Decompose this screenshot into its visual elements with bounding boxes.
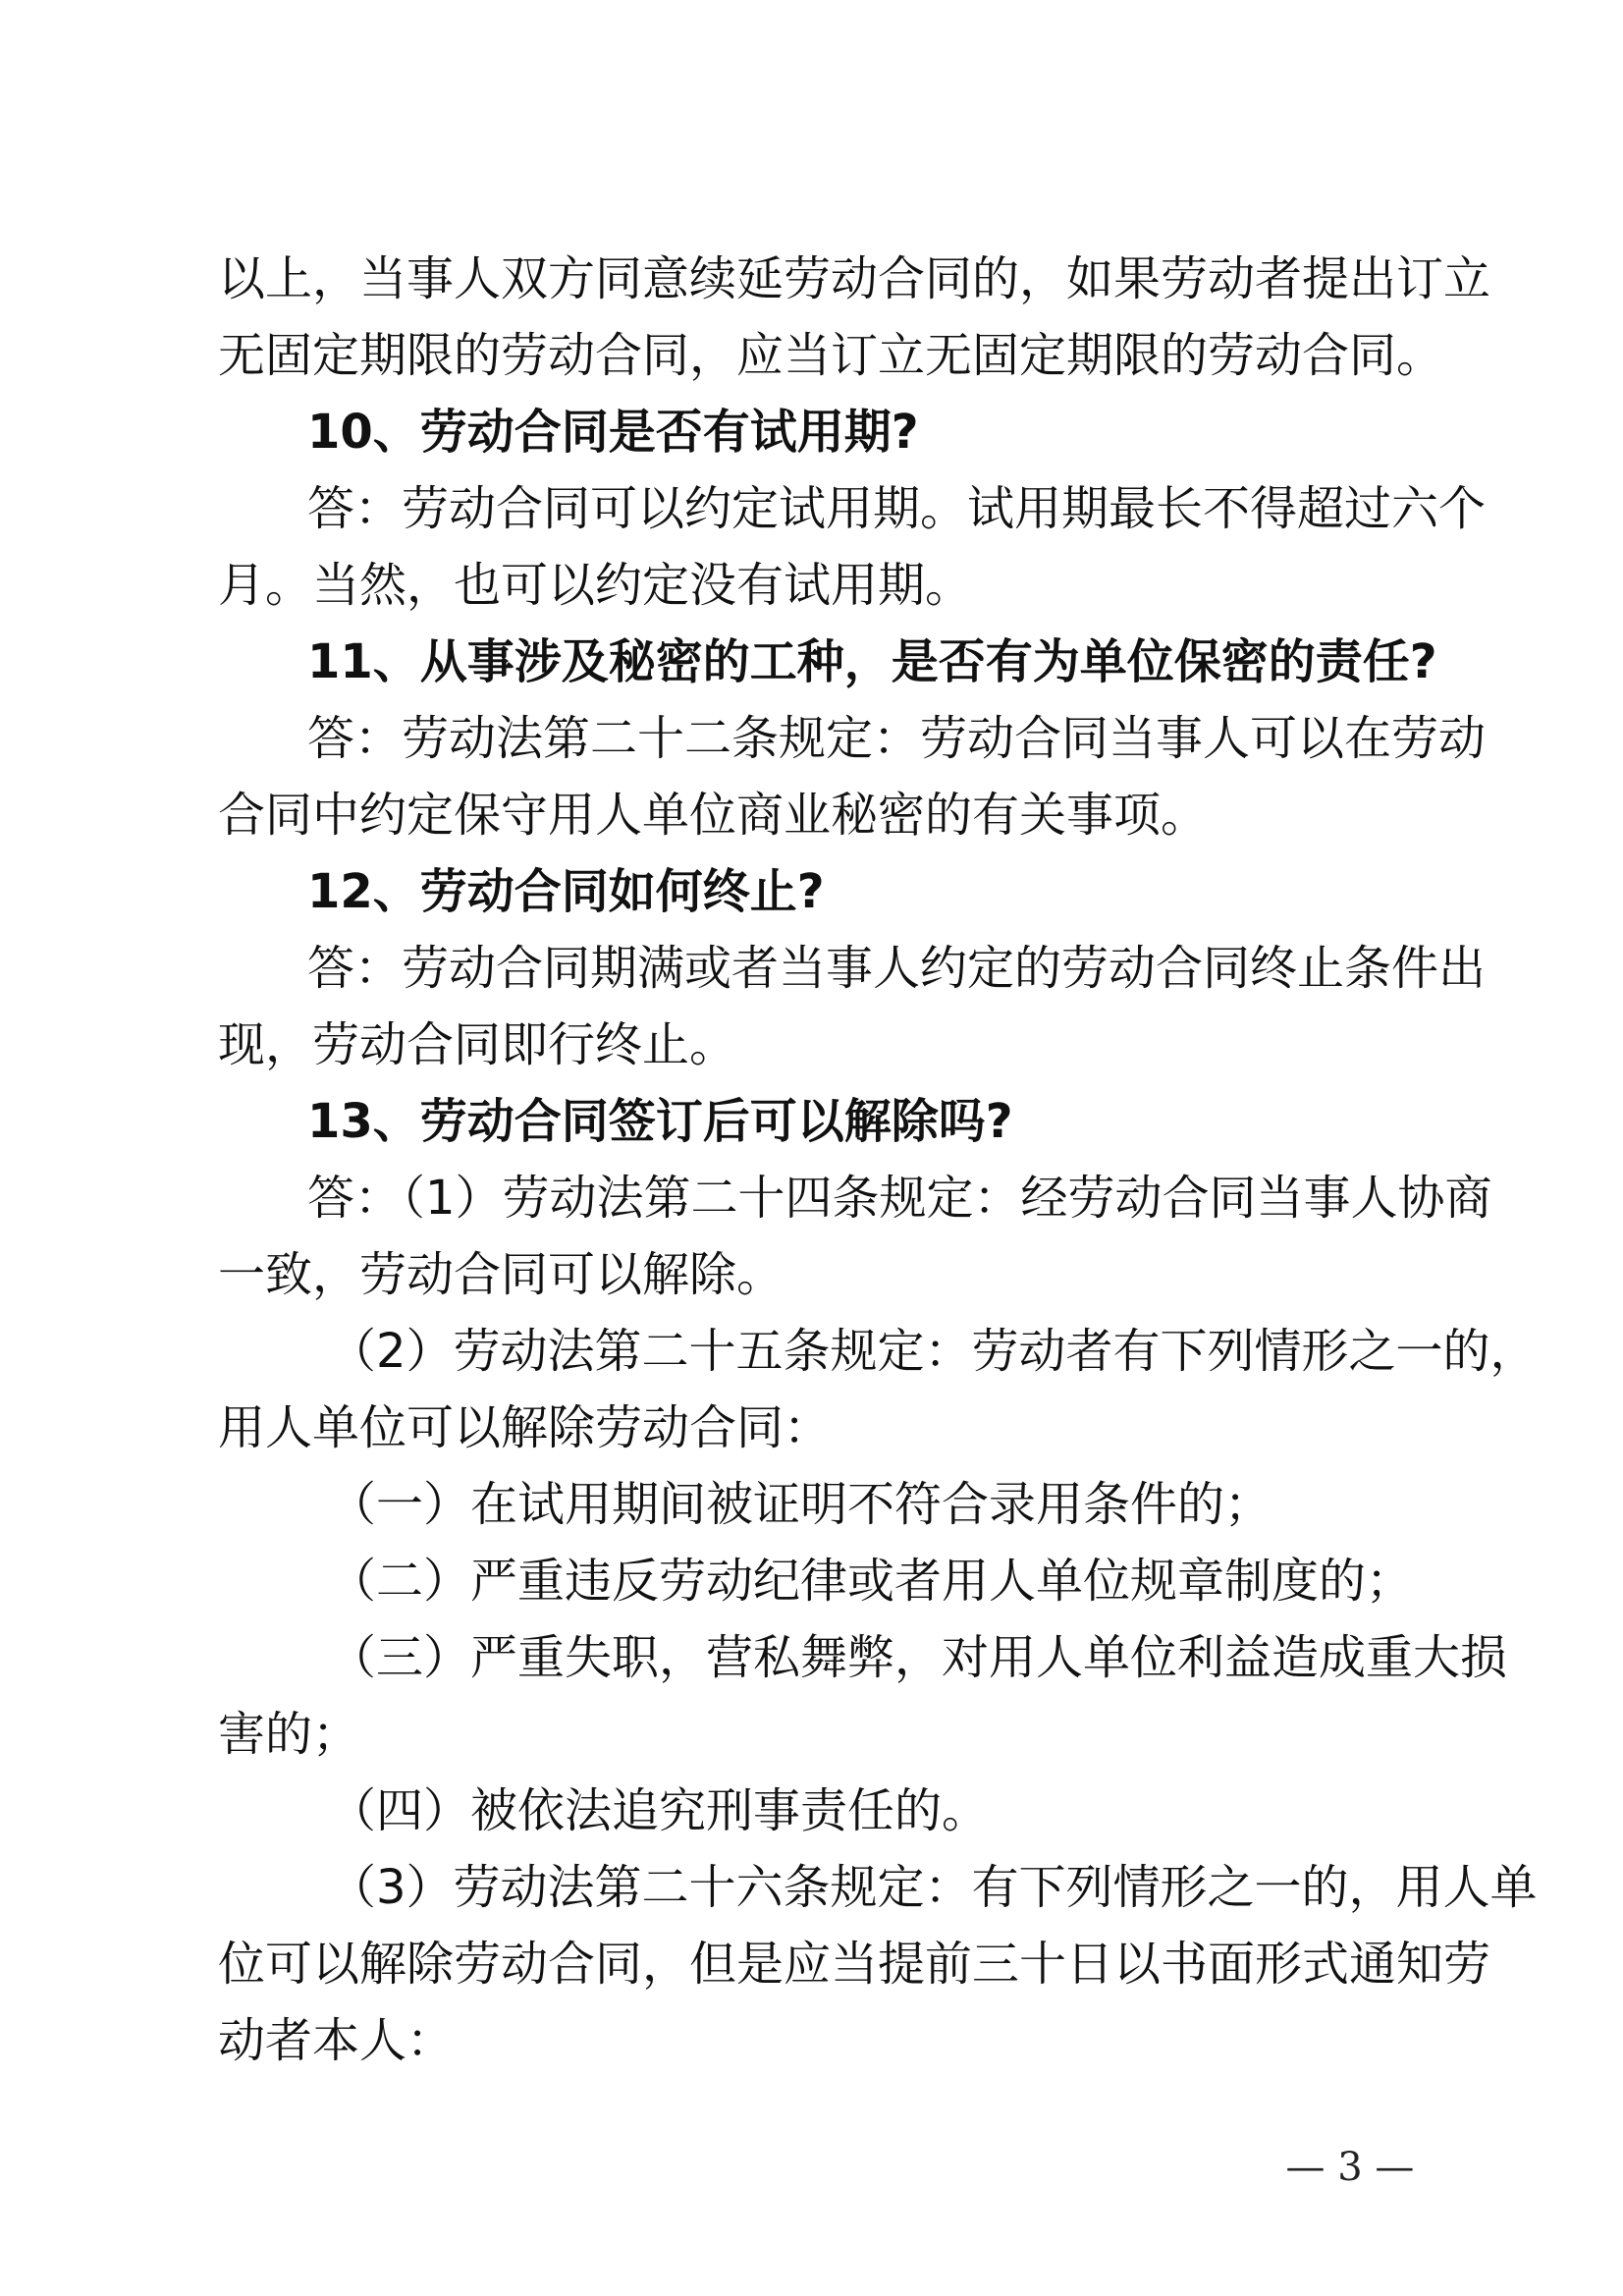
answer-line: 答：劳动法第二十二条规定：劳动合同当事人可以在劳动 [307, 711, 1487, 766]
list-item: （三）严重失职，营私舞弊，对用人单位利益造成重大损 [329, 1630, 1508, 1685]
answer-line: 答：劳动合同可以约定试用期。试用期最长不得超过六个 [307, 481, 1487, 536]
page-number: — 3 — [1285, 2145, 1415, 2190]
answer-line: 合同中约定保守用人单位商业秘密的有关事项。 [218, 788, 1209, 843]
clause-line: 动者本人： [218, 2013, 455, 2068]
question-heading-13: 13、劳动合同签订后可以解除吗? [307, 1094, 1013, 1149]
clause-line: （3）劳动法第二十六条规定：有下列情形之一的，用人单 [329, 1860, 1538, 1915]
clause-line: （2）劳动法第二十五条规定：劳动者有下列情形之一的， [329, 1324, 1538, 1379]
document-body [218, 241, 1538, 2079]
list-item: （二）严重违反劳动纪律或者用人单位规章制度的； [329, 1554, 1414, 1609]
answer-line: 答：（1）劳动法第二十四条规定：经劳动合同当事人协商 [307, 1171, 1492, 1226]
paragraph-line: 以上，当事人双方同意续延劳动合同的，如果劳动者提出订立 [218, 251, 1491, 306]
question-heading-11: 11、从事涉及秘密的工种，是否有为单位保密的责任? [307, 634, 1437, 689]
clause-line: 用人单位可以解除劳动合同： [218, 1400, 832, 1455]
answer-line: 一致，劳动合同可以解除。 [218, 1247, 784, 1302]
clause-line: 位可以解除劳动合同，但是应当提前三十日以书面形式通知劳 [218, 1937, 1491, 1992]
answer-line: 月。当然，也可以约定没有试用期。 [218, 558, 973, 613]
answer-line: 答：劳动合同期满或者当事人约定的劳动合同终止条件出 [307, 941, 1487, 996]
question-heading-10: 10、劳动合同是否有试用期? [307, 405, 919, 460]
list-item: （一）在试用期间被证明不符合录用条件的； [329, 1477, 1272, 1532]
list-item: （四）被依法追究刑事责任的。 [329, 1783, 990, 1838]
answer-line: 现，劳动合同即行终止。 [218, 1017, 737, 1072]
list-item-continuation: 害的； [218, 1707, 360, 1762]
paragraph-line: 无固定期限的劳动合同，应当订立无固定期限的劳动合同。 [218, 328, 1444, 383]
question-heading-12: 12、劳动合同如何终止? [307, 864, 825, 919]
